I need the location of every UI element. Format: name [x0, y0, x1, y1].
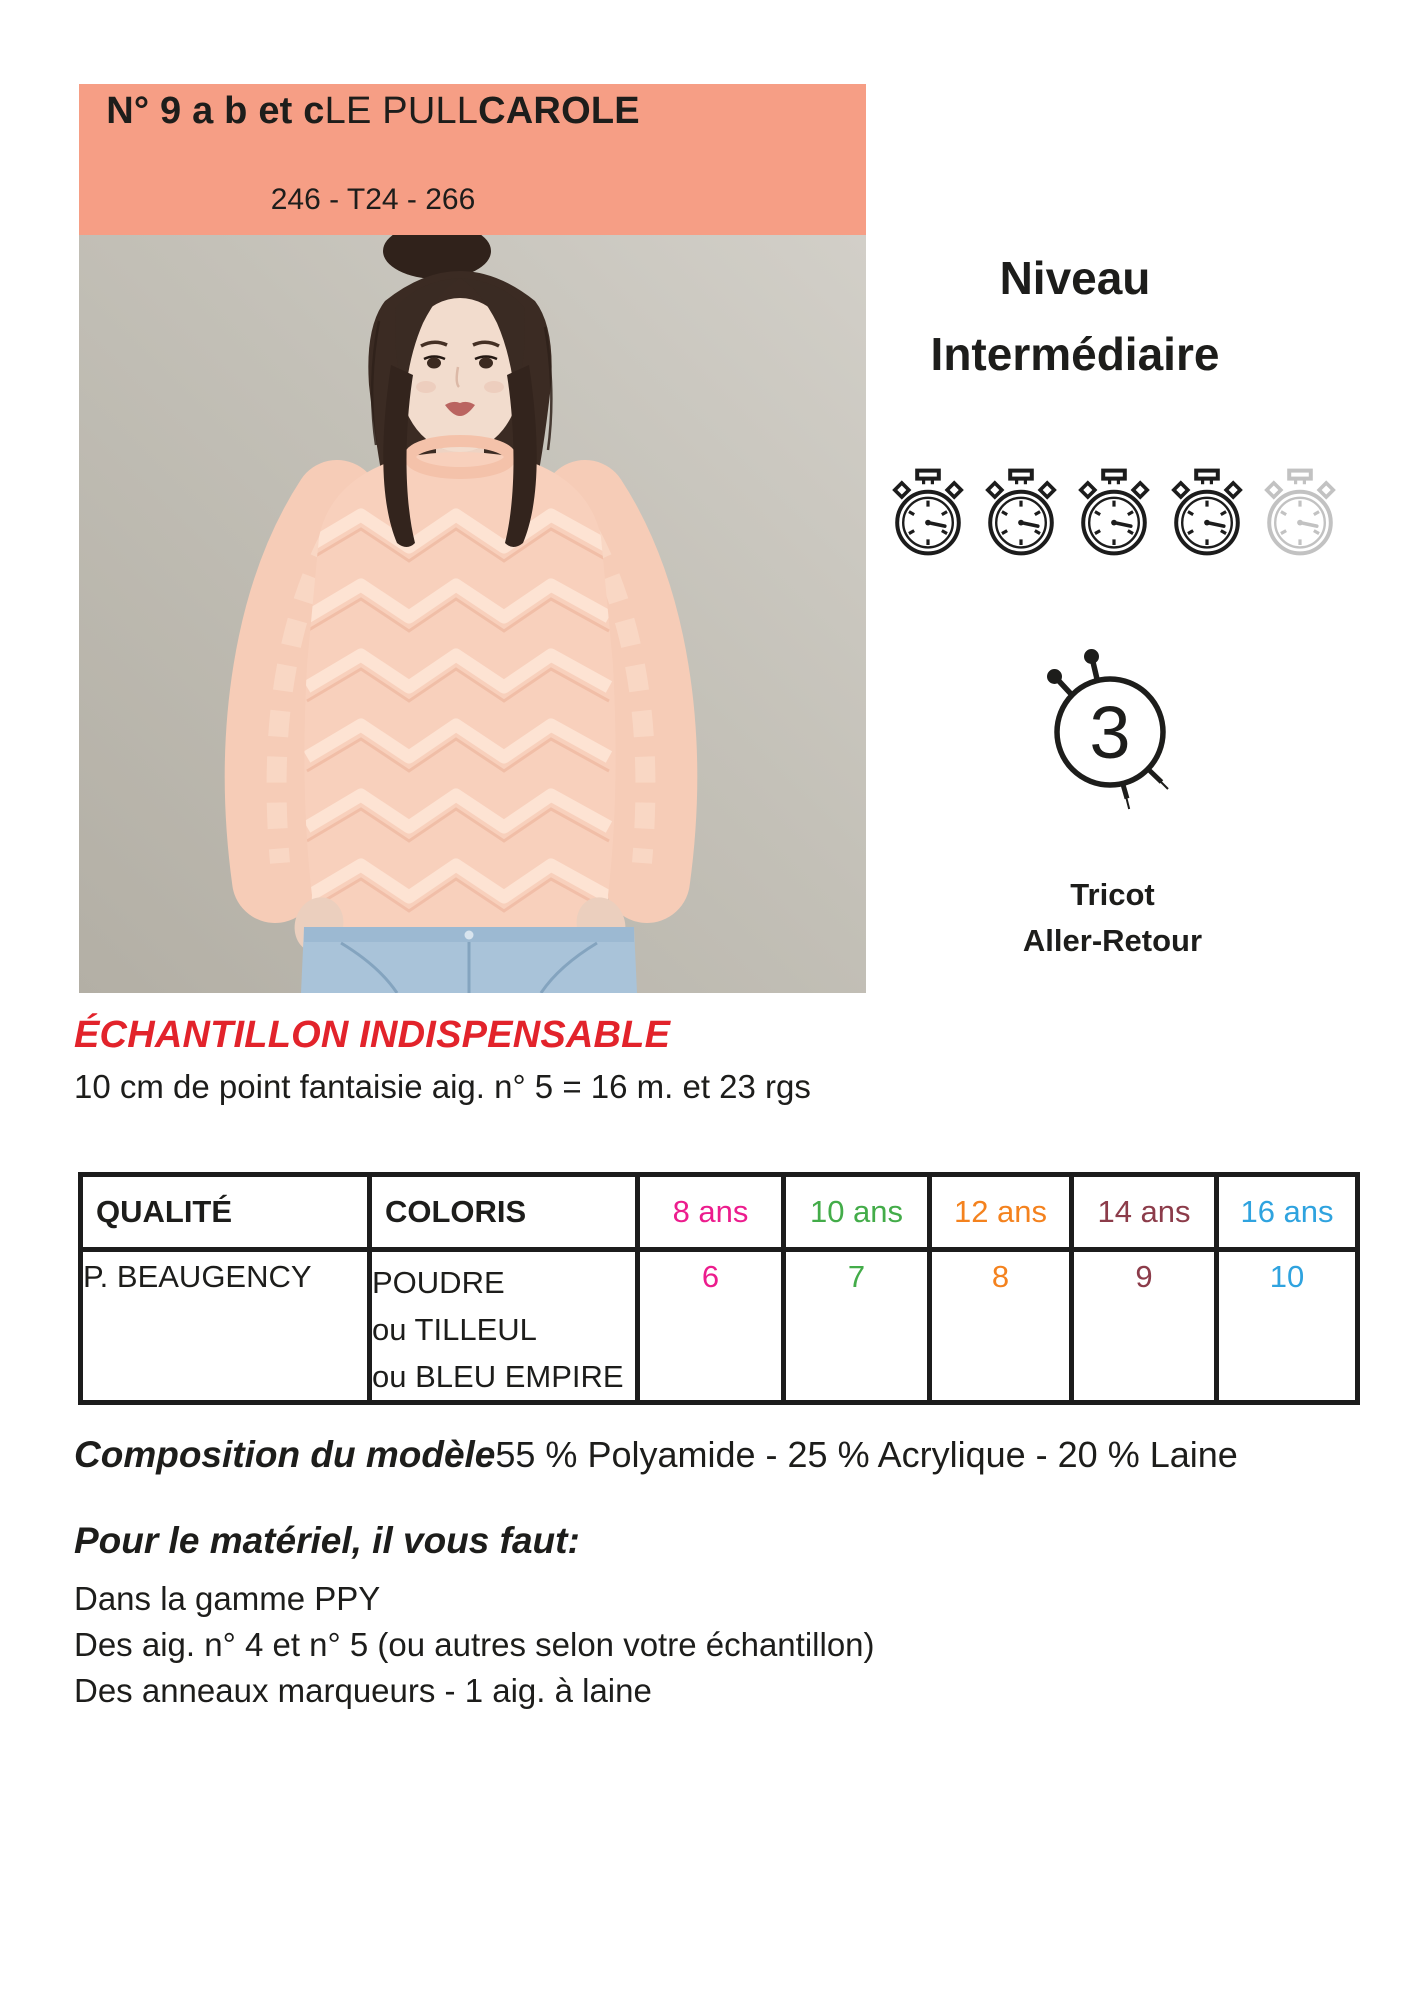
header-size-12: 12 ans — [930, 1175, 1072, 1250]
header-size-16: 16 ans — [1217, 1175, 1358, 1250]
stopwatch-icon — [981, 468, 1061, 558]
quantity-cell-16: 10 — [1217, 1250, 1358, 1403]
yarn-weight-icon — [1035, 648, 1185, 818]
level-heading — [860, 240, 1290, 392]
quantity-cell-14: 9 — [1072, 1250, 1217, 1403]
header-size-8: 8 ans — [638, 1175, 784, 1250]
stopwatch-icon — [888, 468, 968, 558]
model-photo — [79, 235, 866, 993]
quantity-cell-8: 6 — [638, 1250, 784, 1403]
header-size-10: 10 ans — [784, 1175, 930, 1250]
pattern-title — [79, 90, 667, 133]
yarn-weight-value: 3 — [1089, 691, 1131, 774]
header-coloris: COLORIS — [370, 1175, 638, 1250]
table-row — [81, 1250, 1358, 1403]
header-quality: QUALITÉ — [81, 1175, 370, 1250]
technique-line2: Aller-Retour — [1022, 923, 1203, 958]
composition-label: Composition du modèle — [74, 1434, 496, 1475]
level-line2: Intermédiaire — [930, 328, 1220, 380]
table-header-row — [81, 1175, 1358, 1250]
colors-cell — [370, 1250, 638, 1403]
technique-label — [955, 872, 1270, 964]
header-size-14: 14 ans — [1072, 1175, 1217, 1250]
stopwatch-icon — [1260, 468, 1340, 558]
color-option-2: ou TILLEUL — [372, 1312, 537, 1347]
jeans — [301, 927, 637, 993]
pattern-name: CAROLE — [478, 90, 640, 132]
composition-line — [74, 1434, 1238, 1476]
quantity-cell-10: 7 — [784, 1250, 930, 1403]
gauge-text: 10 cm de point fantaisie aig. n° 5 = 16 m. et 23 rgs — [74, 1068, 811, 1105]
stopwatch-icon — [1167, 468, 1247, 558]
material-item: Des aig. n° 4 et n° 5 (ou autres selon votre échantillon) — [74, 1626, 875, 1663]
quantity-cell-12: 8 — [930, 1250, 1072, 1403]
pattern-number: N° 9 a b et c — [106, 90, 325, 132]
color-option-3: ou BLEU EMPIRE — [372, 1359, 624, 1394]
header-banner-text — [79, 84, 667, 235]
sweater — [268, 441, 654, 928]
color-option-1: POUDRE — [372, 1265, 505, 1300]
gauge-heading: ÉCHANTILLON INDISPENSABLE — [74, 1014, 671, 1056]
material-item: Dans la gamme PPY — [74, 1580, 381, 1617]
pattern-ref-code: 246 - T24 - 266 — [270, 183, 476, 216]
materials-list — [74, 1576, 875, 1714]
level-line1: Niveau — [999, 252, 1151, 304]
stopwatch-icon — [1074, 468, 1154, 558]
materials-heading: Pour le matériel, il vous faut: — [74, 1520, 580, 1561]
composition-value: 55 % Polyamide - 25 % Acrylique - 20 % Laine — [495, 1434, 1238, 1475]
technique-line1: Tricot — [1070, 877, 1155, 912]
pattern-name-prefix: LE PULL — [324, 90, 479, 132]
quality-cell: P. BEAUGENCY — [81, 1250, 370, 1403]
model-photo-illustration — [79, 235, 866, 993]
size-table-wrap — [78, 1172, 1355, 1405]
difficulty-rating — [888, 468, 1340, 560]
header-banner — [79, 84, 866, 235]
size-quantity-table — [78, 1172, 1360, 1405]
material-item: Des anneaux marqueurs - 1 aig. à laine — [74, 1672, 652, 1709]
